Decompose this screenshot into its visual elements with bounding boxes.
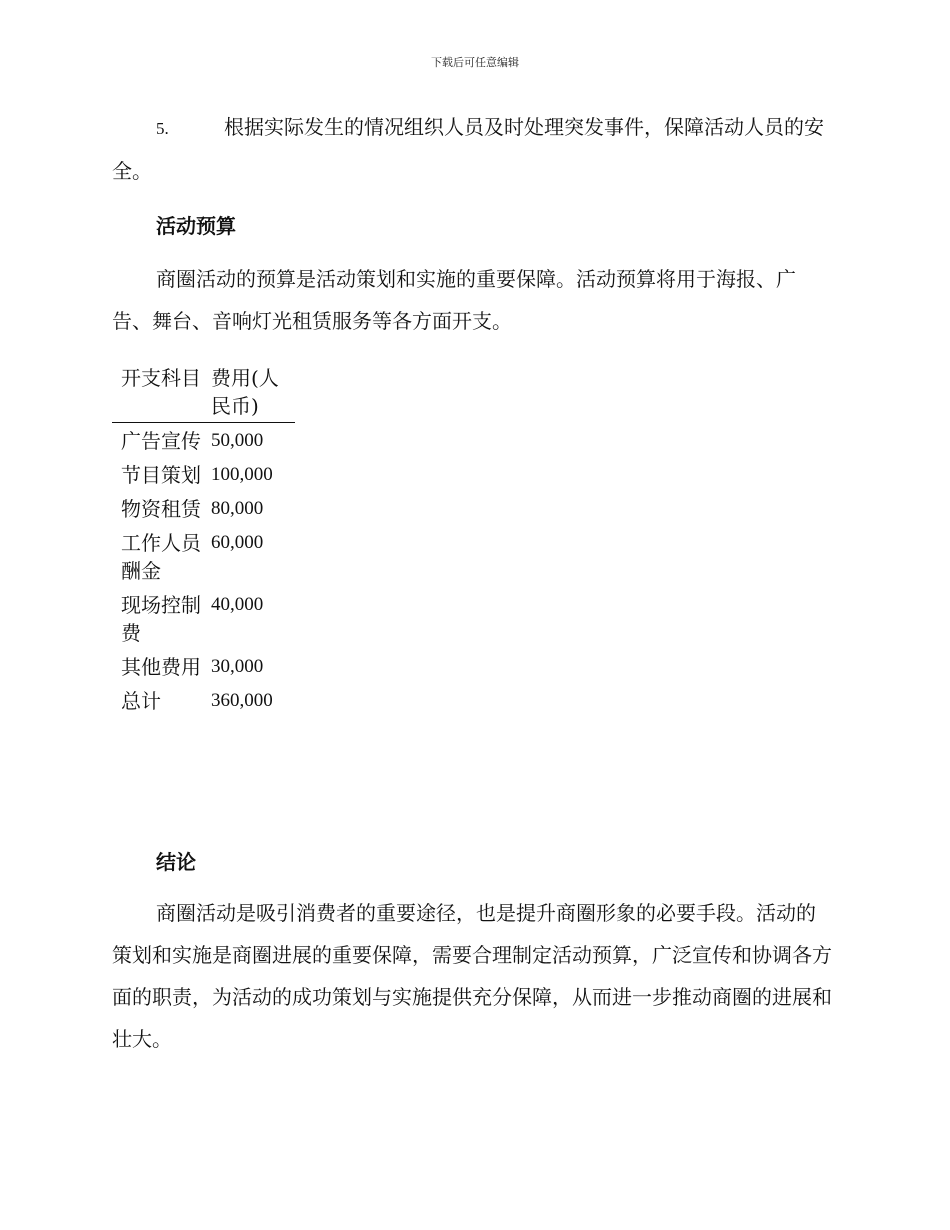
table-cell-item: 广告宣传 bbox=[121, 429, 201, 453]
list-item-number: 5. bbox=[156, 119, 169, 138]
table-header-row bbox=[112, 364, 295, 423]
budget-table bbox=[112, 364, 295, 717]
table-cell-item: 其他费用 bbox=[121, 655, 201, 679]
list-item-5 bbox=[112, 106, 832, 192]
budget-heading: 活动预算 bbox=[156, 214, 236, 238]
table-cell-cost: 50,000 bbox=[211, 430, 264, 451]
table-cell-item: 总计 bbox=[121, 689, 161, 713]
table-cell-item: 物资租赁 bbox=[121, 497, 201, 521]
column-header-item: 开支科目 bbox=[112, 364, 211, 423]
table-cell-item: 工作人员酬金 bbox=[121, 531, 201, 583]
table-cell-cost: 360,000 bbox=[211, 690, 273, 711]
column-header-cost: 费用(人民币) bbox=[211, 364, 295, 423]
page-header: 下载后可任意编辑 bbox=[431, 56, 519, 69]
table-row bbox=[112, 491, 295, 525]
conclusion-heading: 结论 bbox=[156, 850, 196, 874]
budget-paragraph: 商圈活动的预算是活动策划和实施的重要保障。活动预算将用于海报、广告、舞台、音响灯光租赁服务等各方面开支。 bbox=[112, 267, 796, 333]
table-cell-cost: 30,000 bbox=[211, 656, 264, 677]
table-row bbox=[112, 525, 295, 587]
table-cell-cost: 60,000 bbox=[211, 532, 264, 553]
table-row bbox=[112, 587, 295, 649]
table-row bbox=[112, 649, 295, 683]
table-cell-cost: 80,000 bbox=[211, 498, 264, 519]
table-row-total bbox=[112, 683, 295, 717]
conclusion-paragraph: 商圈活动是吸引消费者的重要途径，也是提升商圈形象的必要手段。活动的策划和实施是商圈进展的重要保障，需要合理制定活动预算，广泛宣传和协调各方面的职责，为活动的成功策划与实施提供充分保障，从而进一步推动商圈的进展和壮大。 bbox=[112, 901, 832, 1051]
table-row bbox=[112, 457, 295, 491]
table-cell-item: 现场控制费 bbox=[121, 593, 201, 645]
table-cell-item: 节目策划 bbox=[121, 463, 201, 487]
table-cell-cost: 40,000 bbox=[211, 594, 264, 615]
table-cell-cost: 100,000 bbox=[211, 464, 273, 485]
table-row bbox=[112, 423, 295, 458]
list-item-text: 根据实际发生的情况组织人员及时处理突发事件，保障活动人员的安全。 bbox=[112, 115, 824, 183]
